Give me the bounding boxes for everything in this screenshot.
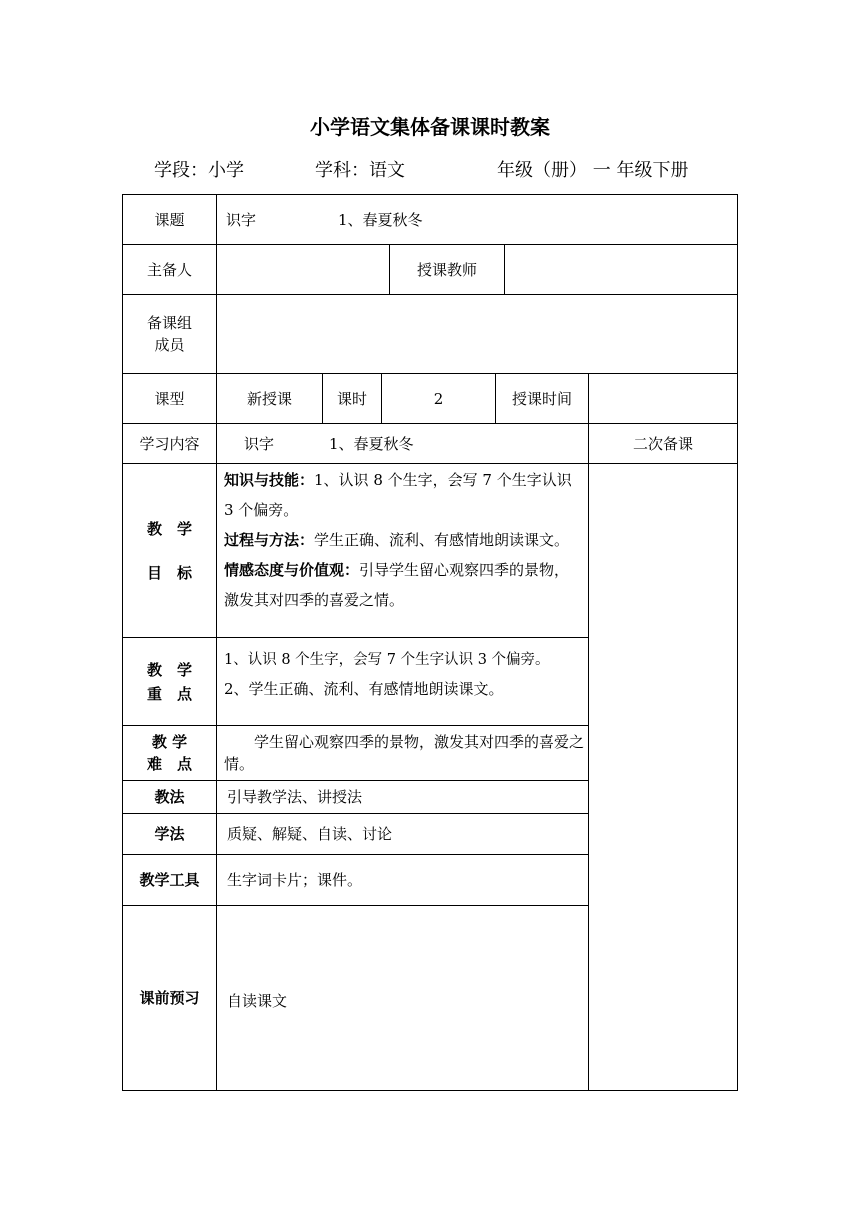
- key-points-label-line1: 教 学: [146, 660, 192, 679]
- stage-field: 学段：小学: [154, 160, 244, 181]
- key-point-1: 1、认识 8 个生字，会写 7 个生字认识 3 个偏旁。: [224, 652, 550, 668]
- preview-label: 课前预习: [139, 989, 200, 1007]
- key-points-content: [224, 646, 588, 704]
- content-label: 学习内容: [139, 434, 200, 453]
- grade-field: 年级（册） 一 年级下册: [497, 160, 689, 181]
- difficulties-label: [123, 726, 216, 780]
- teaching-method-value: 引导教学法、讲授法: [227, 788, 363, 806]
- goal-emotion-heading: 情感态度与价值观：: [224, 561, 360, 579]
- topic-label: 课题: [154, 210, 185, 229]
- group-members-label: [123, 295, 216, 373]
- key-point-2: 2、学生正确、流利、有感情地朗读课文。: [224, 680, 504, 698]
- lead-preparer-value: [217, 245, 389, 294]
- teaching-tools-label: 教学工具: [139, 871, 200, 889]
- key-points-label-line2: 重 点: [146, 684, 192, 703]
- topic-category: 识字: [226, 210, 257, 229]
- content-category: 识字: [244, 434, 275, 453]
- key-points-label: [123, 638, 216, 725]
- goal-process-heading: 过程与方法：: [224, 531, 315, 549]
- teaching-goals-content: [224, 465, 584, 615]
- teacher-label: 授课教师: [416, 260, 477, 279]
- group-members-label-line2: 成员: [154, 336, 185, 354]
- topic-title: 1、春夏秋冬: [338, 210, 423, 229]
- teacher-value: [505, 245, 737, 294]
- lesson-type-value: 新授课: [246, 389, 292, 408]
- goal-knowledge-text: 1、认识 8 个生字，会写 7 个生字认识 3 个偏旁。: [224, 471, 572, 519]
- goal-knowledge: [224, 465, 584, 525]
- lead-preparer-label: 主备人: [146, 260, 192, 279]
- difficulties-content: 学生留心观察四季的景物，激发其对四季的喜爱之情。: [224, 733, 585, 773]
- period-value: 2: [433, 389, 444, 408]
- period-label: 课时: [336, 389, 367, 408]
- difficulties-label-line1: 教 学: [151, 733, 188, 751]
- goal-process-text: 学生正确、流利、有感情地朗读课文。: [314, 531, 570, 549]
- teaching-goals-label: [123, 464, 216, 637]
- group-members-value: [217, 295, 737, 373]
- content-title: 1、春夏秋冬: [329, 434, 414, 453]
- preview-value: 自读课文: [227, 992, 288, 1010]
- teaching-goals-label-line1: 教 学: [146, 519, 192, 538]
- subject-field: 学科：语文: [315, 160, 405, 181]
- goal-knowledge-heading: 知识与技能：: [224, 471, 315, 489]
- goal-process: [224, 525, 584, 555]
- second-prep-label: 二次备课: [632, 434, 693, 453]
- lesson-type-label: 课型: [154, 389, 185, 408]
- teaching-method-label: 教法: [154, 788, 185, 806]
- learning-method-label: 学法: [154, 825, 185, 843]
- time-value: [589, 374, 737, 423]
- time-label: 授课时间: [511, 389, 572, 408]
- teaching-goals-label-line2: 目 标: [146, 563, 192, 582]
- teaching-tools-value: 生字词卡片；课件。: [227, 871, 363, 889]
- group-members-label-line1: 备课组: [146, 314, 192, 332]
- learning-method-value: 质疑、解疑、自读、讨论: [227, 825, 393, 843]
- difficulties-label-line2: 难 点: [146, 755, 192, 773]
- document-title: 小学语文集体备课课时教案: [310, 115, 550, 139]
- goal-emotion: [224, 555, 584, 615]
- goal-emotion-text: 引导学生留心观察四季的景物，激发其对四季的喜爱之情。: [224, 561, 570, 609]
